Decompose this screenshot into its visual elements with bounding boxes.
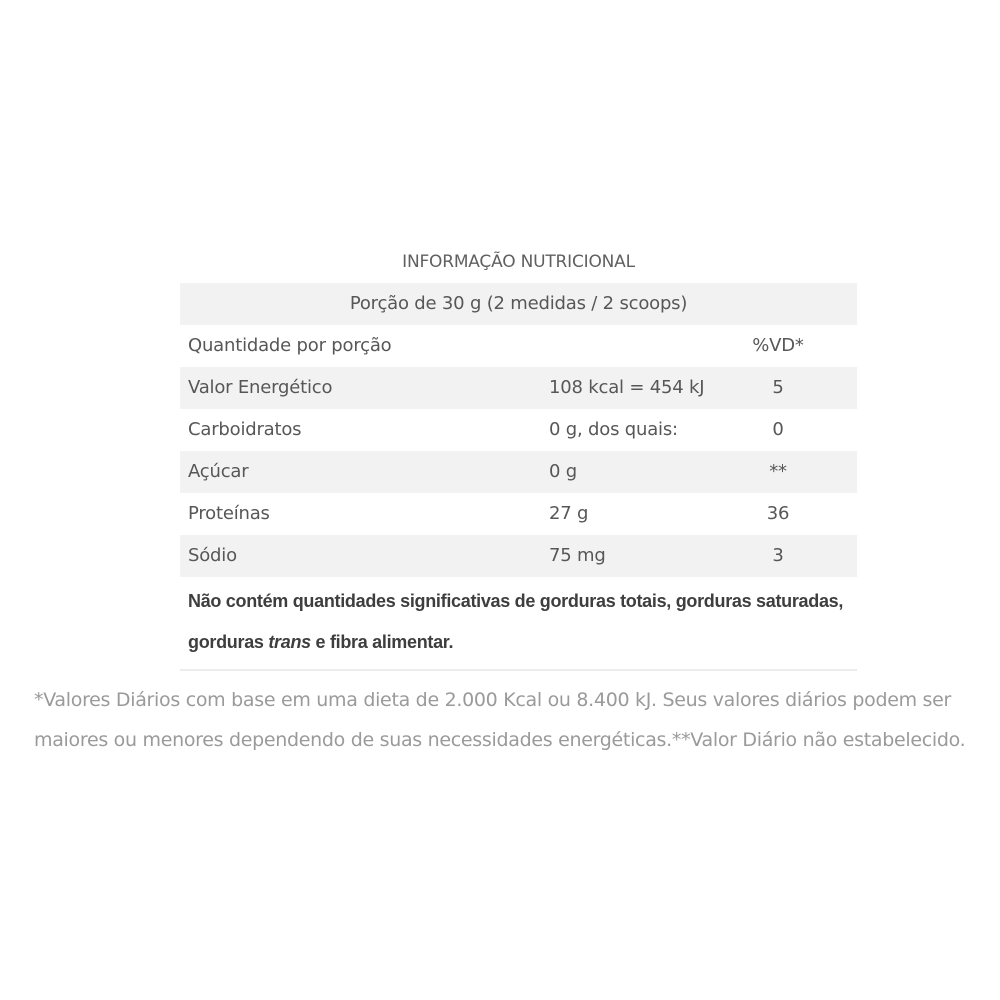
nutrient-name: Carboidratos (188, 419, 302, 440)
note-text: Não contém quantidades significativas de gorduras totais, gorduras saturadas, gorduras (188, 591, 844, 652)
nutrient-row-sugar (180, 451, 857, 493)
nutrient-vd: 36 (766, 503, 790, 524)
nutrient-name: Sódio (188, 545, 237, 566)
note-italic-trans: trans (268, 632, 311, 652)
not-significant-note (180, 577, 857, 671)
daily-values-footnote: *Valores Diários com base em uma dieta de 2.000 Kcal ou 8.400 kJ. Seus valores diários podem ser maiores ou menores dependendo de suas necessidades energéticas.**Valor Diário não estabelecido. (34, 689, 966, 751)
nutrient-amount: 0 g (549, 461, 577, 482)
nutrient-amount: 108 kcal = 454 kJ (549, 377, 705, 398)
nutrient-vd: 0 (772, 419, 784, 440)
nutrition-table (180, 283, 857, 671)
nutrient-amount: 0 g, dos quais: (549, 419, 678, 440)
nutrient-row-protein (180, 493, 857, 535)
nutrient-amount: 27 g (549, 503, 589, 524)
nutrient-vd: 5 (772, 377, 784, 398)
nutrient-name: Valor Energético (188, 377, 333, 398)
header-row (180, 325, 857, 367)
nutrient-row-energy (180, 367, 857, 409)
portion-text: Porção de 30 g (2 medidas / 2 scoops) (349, 293, 688, 314)
nutrient-name: Açúcar (188, 461, 249, 482)
portion-row (180, 283, 857, 325)
vd-header: %VD* (752, 335, 804, 356)
nutrient-vd: 3 (772, 545, 784, 566)
nutrient-amount: 75 mg (549, 545, 606, 566)
nutrient-row-sodium (180, 535, 857, 577)
nutrient-vd: ** (769, 461, 787, 482)
quantity-header: Quantidade por porção (188, 335, 392, 356)
nutrient-row-carbs (180, 409, 857, 451)
nutrient-name: Proteínas (188, 503, 270, 524)
nutrition-title: INFORMAÇÃO NUTRICIONAL (402, 252, 635, 272)
note-text-end: e fibra alimentar. (310, 632, 454, 652)
